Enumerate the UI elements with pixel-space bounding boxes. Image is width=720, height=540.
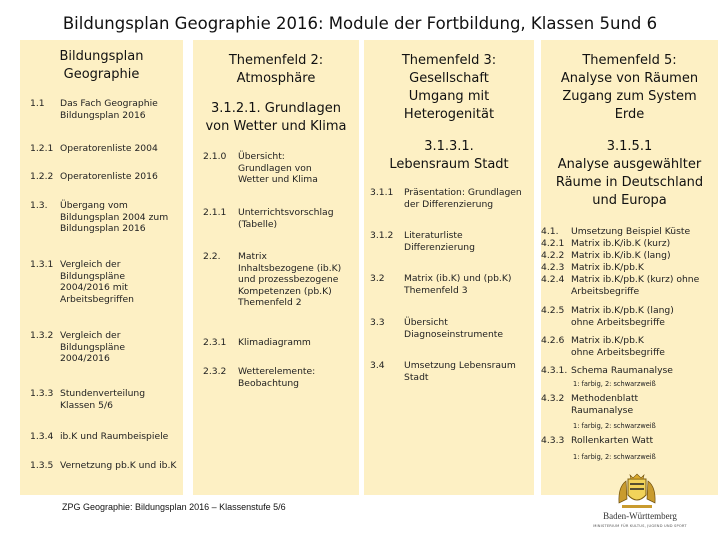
list-item[interactable]: 2.3.1 Klimadiagramm xyxy=(203,337,311,348)
format-note: 1: farbig, 2: schwarzweiß xyxy=(573,380,656,388)
list-item[interactable]: 2.1.0 Übersicht: Grundlagen von Wetter und Klima xyxy=(203,151,318,185)
list-item[interactable]: 2.3.2 Wetterelemente: Beobachtung xyxy=(203,366,316,389)
list-item[interactable]: 4.3.1. Schema Raumanalyse xyxy=(541,365,673,376)
column-themenfeld-2 xyxy=(193,40,359,495)
list-item[interactable]: 4.2.2 Matrix ib.K/ib.K (lang) xyxy=(541,250,671,261)
column-subheading: 3.1.5.1 Analyse ausgewählter Räume in Deutschland und Europa xyxy=(555,139,704,208)
list-item[interactable]: 1.3.2 Vergleich der Bildungspläne 2004/2016 xyxy=(30,330,125,364)
logo xyxy=(590,473,690,535)
column-heading: Themenfeld 5: Analyse von Räumen Zugang zum System Erde xyxy=(560,53,699,122)
column-heading: Bildungsplan Geographie xyxy=(59,49,144,82)
coat-of-arms-icon xyxy=(616,473,658,511)
list-item[interactable]: 4.3.3 Rollenkarten Watt xyxy=(541,435,654,446)
list-item[interactable]: 3.3 Übersicht Diagnoseinstrumente xyxy=(370,317,504,340)
column-heading: Themenfeld 3: Gesellschaft Umgang mit Heterogenität xyxy=(401,53,497,122)
list-item[interactable]: 3.2 Matrix (ib.K) und (pb.K) Themenfeld 3 xyxy=(370,273,512,296)
column-bildungsplan xyxy=(20,40,183,495)
list-item[interactable]: 1.2.2 Operatorenliste 2016 xyxy=(30,171,158,182)
column-heading: Themenfeld 2: Atmosphäre xyxy=(228,53,324,86)
list-item[interactable]: 3.4 Umsetzung Lebensraum Stadt xyxy=(370,360,516,383)
list-item[interactable]: 4.2.3 Matrix ib.K/pb.K xyxy=(541,262,644,273)
list-item[interactable]: 2.2. Matrix Inhaltsbezogene (ib.K) und prozessbezogene Kompetenzen (pb.K) Themenfeld 2 xyxy=(203,251,342,308)
logo-name: Baden-Württemberg xyxy=(603,511,677,521)
footer-text: ZPG Geographie: Bildungsplan 2016 – Klassenstufe 5/6 xyxy=(62,502,286,512)
list-item[interactable]: 4.3.2 Methodenblatt Raumanalyse xyxy=(541,393,639,416)
list-item[interactable]: 3.1.2 Literaturliste Differenzierung xyxy=(370,230,475,253)
list-item[interactable]: 1.3.5 Vernetzung pb.K und ib.K xyxy=(30,460,177,471)
column-themenfeld-5 xyxy=(541,40,718,495)
list-item[interactable]: 4.1. Umsetzung Beispiel Küste xyxy=(541,226,691,237)
column-themenfeld-3 xyxy=(364,40,534,495)
list-item[interactable]: 4.2.4 Matrix ib.K/pb.K (kurz) ohne Arbeitsbegriffe xyxy=(541,274,700,297)
page-title: Bildungsplan Geographie 2016: Module der Fortbildung, Klassen 5und 6 xyxy=(62,14,658,33)
list-item[interactable]: 3.1.1 Präsentation: Grundlagen der Differenzierung xyxy=(370,187,522,210)
column-subheading: 3.1.2.1. Grundlagen von Wetter und Klima xyxy=(205,101,347,134)
list-item[interactable]: 4.2.6 Matrix ib.K/pb.K ohne Arbeitsbegriffe xyxy=(541,335,665,358)
format-note: 1: farbig, 2: schwarzweiß xyxy=(573,422,656,430)
list-item[interactable]: 1.3.4 ib.K und Raumbeispiele xyxy=(30,431,169,442)
list-item[interactable]: 4.2.1 Matrix ib.K/ib.K (kurz) xyxy=(541,238,671,249)
list-item[interactable]: 1.2.1 Operatorenliste 2004 xyxy=(30,143,158,154)
format-note: 1: farbig, 2: schwarzweiß xyxy=(573,453,656,461)
list-item[interactable]: 1.3. Übergang vom Bildungsplan 2004 zum Bildungsplan 2016 xyxy=(30,200,169,234)
list-item[interactable]: 1.3.3 Stundenverteilung Klassen 5/6 xyxy=(30,388,146,411)
column-subheading: 3.1.3.1. Lebensraum Stadt xyxy=(389,139,509,172)
list-item[interactable]: 1.1 Das Fach Geographie Bildungsplan 2016 xyxy=(30,98,158,121)
list-item[interactable]: 1.3.1 Vergleich der Bildungspläne 2004/2016 mit Arbeitsbegriffen xyxy=(30,259,134,305)
list-item[interactable]: 2.1.1 Unterrichtsvorschlag (Tabelle) xyxy=(203,207,334,230)
logo-subtitle: MINISTERIUM FÜR KULTUS, JUGEND UND SPORT xyxy=(593,524,687,528)
list-item[interactable]: 4.2.5 Matrix ib.K/pb.K (lang) ohne Arbeitsbegriffe xyxy=(541,305,674,328)
